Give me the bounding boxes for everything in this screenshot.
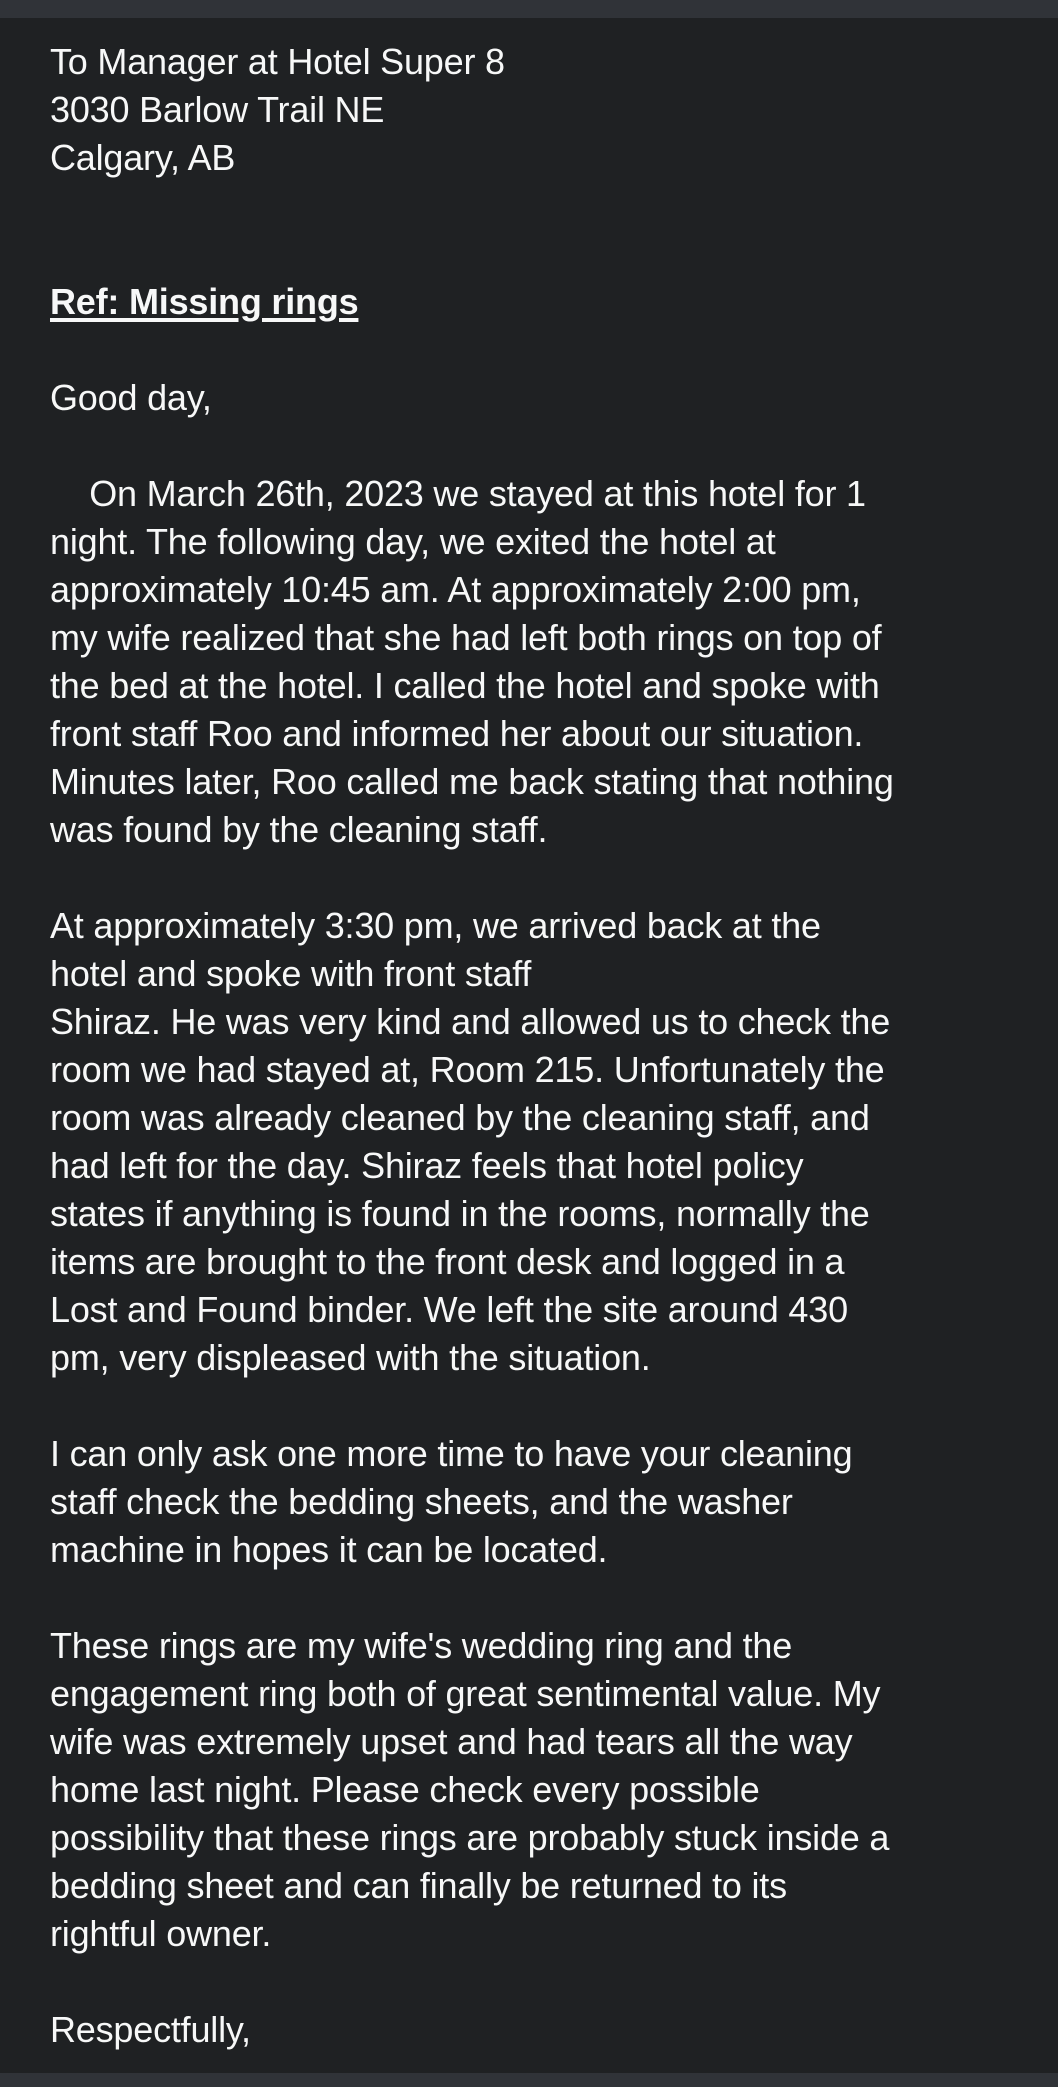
text-line: staff check the bedding sheets, and the washer [50, 1481, 793, 1522]
text-line: room we had stayed at, Room 215. Unfortunately the [50, 1049, 885, 1090]
text-line: items are brought to the front desk and logged in a [50, 1241, 845, 1282]
text-line: room was already cleaned by the cleaning staff, and [50, 1097, 870, 1138]
text-line: was found by the cleaning staff. [50, 809, 548, 850]
text-line: On March 26th, 2023 we stayed at this hotel for 1 [50, 473, 866, 514]
bottom-bar [0, 2073, 1058, 2087]
letter-body [0, 18, 1058, 2054]
blank-line [50, 422, 1044, 470]
text-line: rightful owner. [50, 1913, 272, 1954]
text-line: wife was extremely upset and had tears all the way [50, 1721, 853, 1762]
text-line: engagement ring both of great sentimental value. My [50, 1673, 881, 1714]
text-line: These rings are my wife's wedding ring and the [50, 1625, 793, 1666]
text-line: pm, very displeased with the situation. [50, 1337, 651, 1378]
blank-line [50, 1382, 1044, 1430]
text-line: I can only ask one more time to have your cleaning [50, 1433, 853, 1474]
blank-line [50, 1574, 1044, 1622]
text-line: my wife realized that she had left both rings on top of [50, 617, 882, 658]
top-bar [0, 0, 1058, 18]
text-line: Minutes later, Roo called me back stating that nothing [50, 761, 894, 802]
text-line: bedding sheet and can finally be returned to its [50, 1865, 787, 1906]
text-line: machine in hopes it can be located. [50, 1529, 608, 1570]
blank-line [50, 182, 1044, 230]
text-line: possibility that these rings are probably stuck inside a [50, 1817, 890, 1858]
text-line: home last night. Please check every possible [50, 1769, 760, 1810]
text-line: Shiraz. He was very kind and allowed us to check the [50, 1001, 891, 1042]
blank-line [50, 230, 1044, 278]
text-line: night. The following day, we exited the hotel at [50, 521, 776, 562]
blank-line [50, 854, 1044, 902]
text-line: Good day, [50, 377, 212, 418]
text-line: Respectfully, [50, 2009, 251, 2050]
text-line: had left for the day. Shiraz feels that hotel policy [50, 1145, 804, 1186]
text-line: At approximately 3:30 pm, we arrived back at the [50, 905, 821, 946]
text-line: front staff Roo and informed her about our situation. [50, 713, 864, 754]
blank-line [50, 1958, 1044, 2006]
text-line: hotel and spoke with front staff [50, 953, 532, 994]
blank-line [50, 326, 1044, 374]
text-line: 3030 Barlow Trail NE [50, 89, 385, 130]
text-line: approximately 10:45 am. At approximately 2:00 pm, [50, 569, 861, 610]
text-line: the bed at the hotel. I called the hotel and spoke with [50, 665, 880, 706]
text-line: Calgary, AB [50, 137, 236, 178]
heading-line: Ref: Missing rings [50, 281, 359, 322]
text-line: Lost and Found binder. We left the site around 430 [50, 1289, 848, 1330]
text-line: To Manager at Hotel Super 8 [50, 41, 505, 82]
text-line: states if anything is found in the rooms, normally the [50, 1193, 870, 1234]
